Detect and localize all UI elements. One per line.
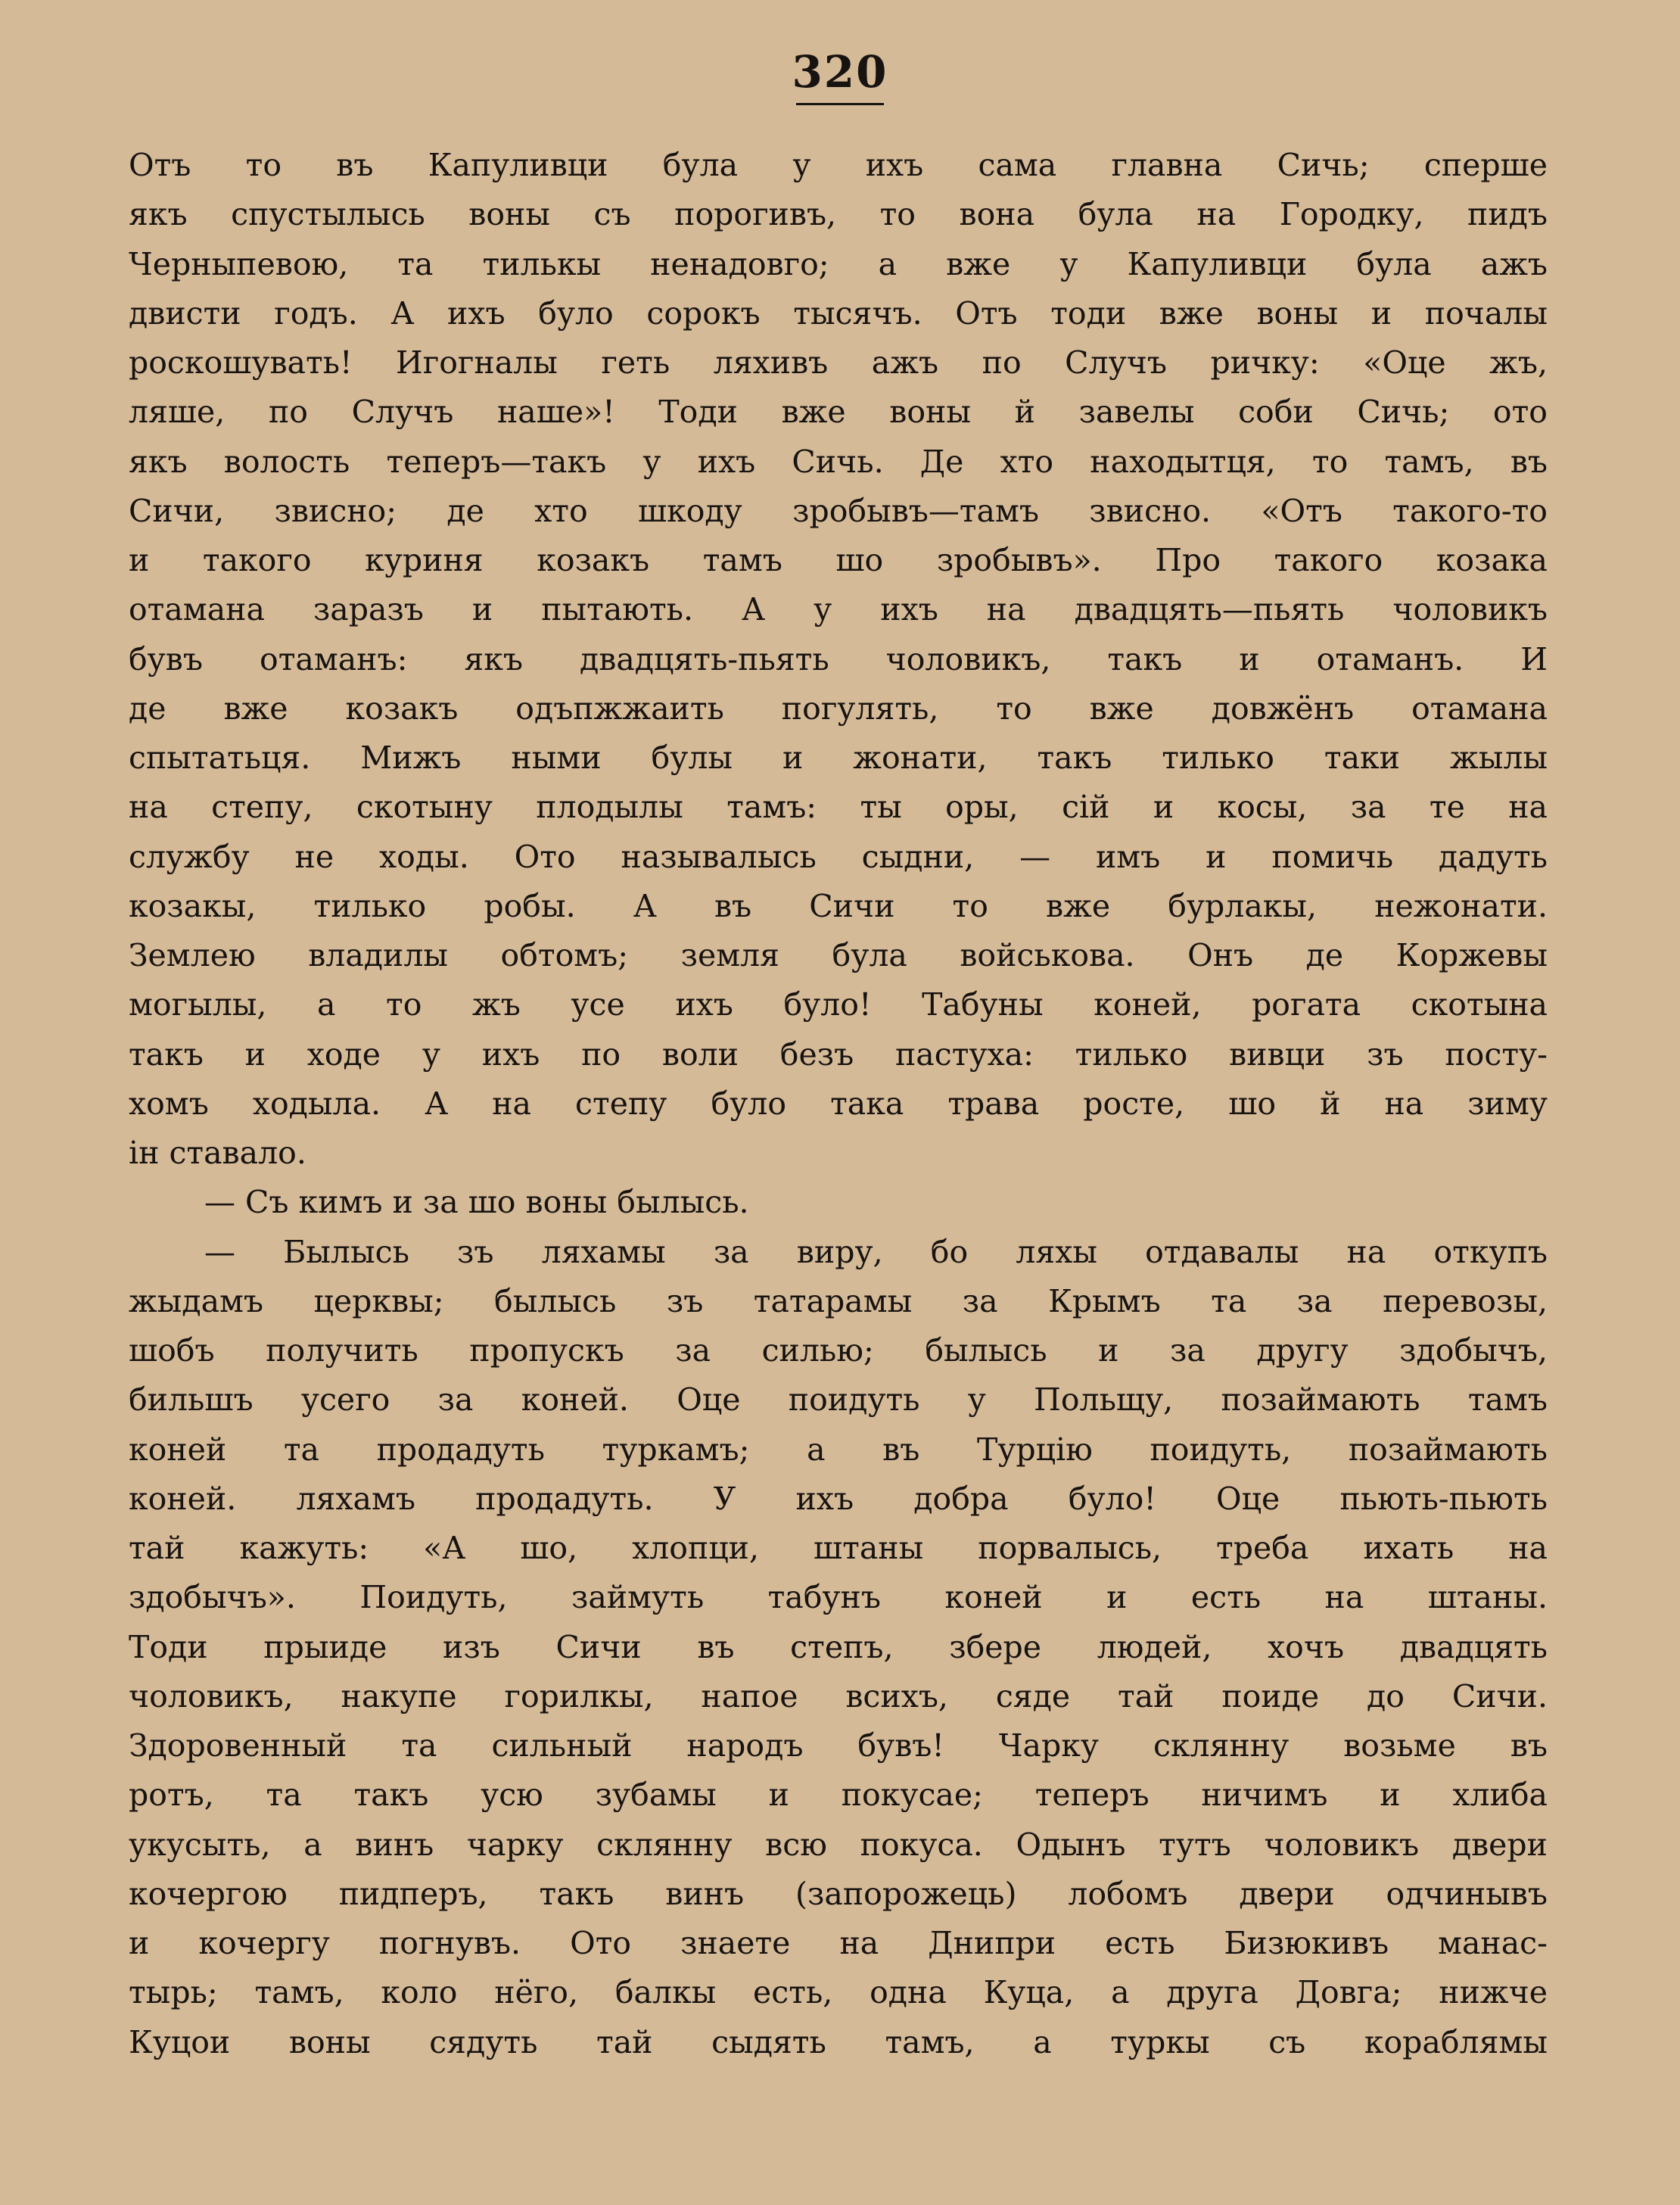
text-line: Здоровенный та сильный народъ бувъ! Чарку склянну возьме въ [129, 1727, 1548, 1764]
text-body [129, 141, 1548, 2067]
text-line: коней. ляхамъ продадуть. У ихъ добра було! Оце пьють-пьють [129, 1480, 1548, 1517]
text-line: козакы, тилько робы. А въ Сичи то вже бурлакы, нежонати. [129, 887, 1548, 924]
text-line: отамана заразъ и пытають. А у ихъ на двадцять—пьять чоловикъ [129, 591, 1548, 628]
text-line: — Съ кимъ и за шо воны былысь. [204, 1184, 749, 1221]
page-number: 320 [792, 46, 888, 98]
text-line: коней та продадуть туркамъ; а въ Турцію поидуть, позаймають [129, 1431, 1548, 1468]
text-line: спытатьця. Мижъ ными булы и жонати, такъ тилько таки жылы [129, 740, 1548, 776]
text-line: Сичи, звисно; де хто шкоду зробывъ—тамъ звисно. «Отъ такого-то [129, 492, 1548, 529]
text-line: ляше, по Случъ наше»! Тоди вже воны й завелы соби Сичь; ото [129, 394, 1548, 431]
text-line: Землею владилы обтомъ; земля була войськова. Онъ де Коржевы [129, 937, 1548, 973]
text-line: двисти годъ. А ихъ було сорокъ тысячъ. Отъ тоди вже воны и почалы [129, 294, 1548, 332]
text-line: и такого куриня козакъ тамъ шо зробывъ». Про такого козака [129, 542, 1548, 578]
text-line: такъ и ходе у ихъ по воли безъ пастуха: тилько вивци зъ посту- [129, 1036, 1548, 1073]
text-line: шобъ получить пропускъ за силью; былысь и за другу здобычъ, [129, 1332, 1548, 1369]
text-line: роскошувать! Игогналы геть ляхивъ ажъ по Случъ ричку: «Оце жъ, [129, 344, 1548, 381]
text-line: де вже козакъ одъпжжаить погулять, то вже довжёнъ отамана [129, 690, 1548, 727]
text-line: бувъ отаманъ: якъ двадцять-пьять чоловикъ, такъ и отаманъ. И [129, 640, 1548, 677]
page-number-rule [796, 103, 884, 105]
text-line: жыдамъ церквы; былысь зъ татарамы за Крымъ та за перевозы, [129, 1282, 1548, 1319]
text-line: кочергою пидперъ, такъ винъ (запорожець) лобомъ двери одчинывъ [129, 1875, 1548, 1912]
text-line: чоловикъ, накупе горилкы, напое всихъ, сяде тай поиде до Сичи. [129, 1677, 1548, 1714]
text-line: Тоди прыиде изъ Сичи въ степъ, збере людей, хочъ двадцять [129, 1628, 1548, 1665]
text-line: тырь; тамъ, коло нёго, балкы есть, одна Куца, а друга Довга; нижче [129, 1974, 1548, 2011]
text-line: здобычъ». Поидуть, займуть табунъ коней и есть на штаны. [129, 1579, 1548, 1616]
text-line: — Былысь зъ ляхамы за виру, бо ляхы отдавалы на откупъ [204, 1233, 1548, 1270]
text-line: укусыть, а винъ чарку склянну всю покуса. Одынъ тутъ чоловикъ двери [129, 1826, 1548, 1863]
text-line: бильшъ усего за коней. Оце поидуть у Польщу, позаймають тамъ [129, 1381, 1548, 1419]
text-line: якъ спустылысь воны съ порогивъ, то вона була на Городку, пидъ [129, 196, 1548, 233]
text-line: якъ волость теперъ—такъ у ихъ Сичь. Де хто находытця, то тамъ, въ [129, 443, 1548, 480]
text-line: Куцои воны сядуть тай сыдять тамъ, а туркы съ кораблямы [129, 2023, 1548, 2060]
text-line: ротъ, та такъ усю зубамы и покусае; теперъ ничимъ и хлиба [129, 1777, 1548, 1814]
text-line: и кочергу погнувъ. Ото знаете на Днипри есть Бизюкивъ манас- [129, 1925, 1548, 1961]
text-line: на степу, скотыну плодылы тамъ: ты оры, сій и косы, за те на [129, 789, 1548, 826]
text-line: хомъ ходыла. А на степу було така трава росте, шо й на зиму [129, 1085, 1548, 1122]
text-line: тай кажуть: «А шо, хлопци, штаны порвалысь, треба ихать на [129, 1530, 1548, 1566]
text-line: могылы, а то жъ усе ихъ було! Табуны коней, рогата скотына [129, 986, 1548, 1023]
text-line: Черныпевою, та тилькы ненадовго; а вже у Капуливци була ажъ [129, 245, 1548, 282]
text-line: службу не ходы. Ото называлысь сыдни, — имъ и помичь дадуть [129, 838, 1548, 875]
text-line: Отъ то въ Капуливци була у ихъ сама главна Сичь; сперше [129, 147, 1548, 183]
text-line: ін ставало. [129, 1135, 306, 1171]
